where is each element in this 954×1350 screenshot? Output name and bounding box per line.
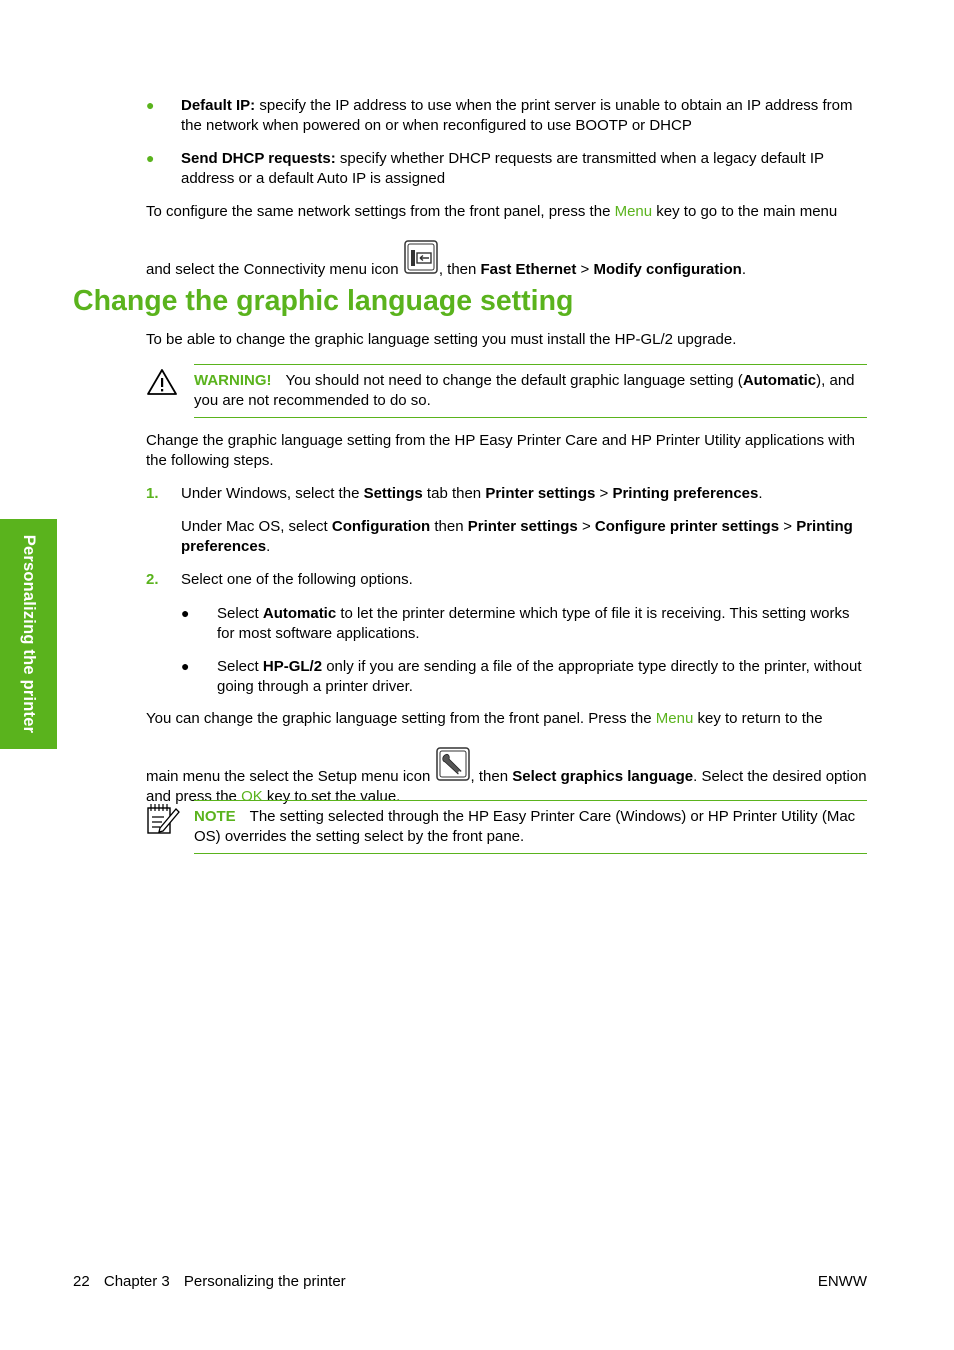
bullet-term: Send DHCP requests: — [181, 150, 336, 167]
text: , then — [470, 768, 513, 785]
text: Under Mac OS, select — [181, 518, 332, 535]
setup-menu-icon — [436, 747, 470, 787]
front-panel-paragraph — [146, 202, 868, 279]
step-1-mac — [146, 517, 868, 556]
bullet-dot-icon: ● — [146, 150, 155, 166]
note-icon — [146, 803, 180, 841]
text: . Select the desired option and press the — [146, 768, 867, 805]
text: key to return to the — [693, 710, 823, 727]
note-text: The setting selected through the HP Easy Printer Care (Windows) or HP Printer Utility (Mac OS) overrides the setting select by the front pane. — [194, 808, 856, 845]
text: > — [576, 261, 594, 278]
bullet-dot-icon: ● — [181, 605, 190, 621]
option-automatic — [181, 604, 868, 643]
term: Configure printer settings — [594, 518, 780, 535]
text: You can change the graphic language setting from the front panel. Press the — [146, 710, 656, 727]
bullet-send-dhcp — [146, 149, 868, 188]
term: Configuration — [331, 518, 431, 535]
text: To configure the same network settings from the front panel, press the — [146, 203, 615, 220]
change-paragraph: Change the graphic language setting from the HP Easy Printer Care and HP Printer Utility applications with the following steps. — [146, 432, 855, 469]
panel-paragraph — [146, 709, 868, 806]
footer-chapter: Chapter 3 — [103, 1273, 170, 1290]
warning-term: Automatic — [742, 372, 817, 389]
note-label: NOTE — [194, 808, 236, 825]
term: Printing preferences — [181, 518, 853, 555]
text: Select — [217, 605, 263, 622]
step-text: Select one of the following options. — [181, 571, 413, 588]
bullet-term: Default IP: — [181, 97, 256, 114]
text: , then — [438, 261, 481, 278]
bullet-dot-icon: ● — [146, 97, 155, 113]
text: Under Windows, select the — [181, 485, 364, 502]
text: . — [741, 261, 746, 278]
footer-chapter-title: Personalizing the printer — [183, 1273, 346, 1290]
term: HP-GL/2 — [262, 658, 323, 675]
step-2 — [146, 570, 868, 590]
bullet-text: specify the IP address to use when the print server is unable to obtain an IP address from the network when powered on or when reconfigured to use BOOTP or DHCP — [181, 97, 853, 134]
term: Automatic — [262, 605, 337, 622]
step-number: 2. — [146, 571, 159, 588]
text: main menu the select the Setup menu icon — [146, 768, 435, 785]
ok-key-label: OK — [241, 787, 263, 805]
text: tab then — [422, 485, 486, 502]
text: to let the printer determine which type of file it is receiving. This setting works for most software applications. — [217, 605, 850, 642]
text: . — [758, 485, 763, 502]
text: and select the Connectivity menu icon — [146, 261, 403, 278]
note-box — [194, 800, 867, 854]
warning-label: WARNING! — [194, 372, 272, 389]
text: then — [430, 518, 468, 535]
text: key to set the value. — [262, 787, 401, 805]
connectivity-menu-icon — [404, 240, 438, 279]
menu-key-label: Menu — [614, 203, 653, 220]
option-hpgl2 — [181, 657, 868, 696]
term: Settings — [363, 485, 423, 502]
step-number: 1. — [146, 485, 159, 502]
text: Select — [217, 658, 263, 675]
bullet-dot-icon: ● — [181, 658, 190, 674]
footer-left — [73, 1272, 356, 1292]
text: > — [577, 518, 595, 535]
section-heading: Change the graphic language setting — [73, 285, 574, 317]
footer-right: ENWW — [817, 1273, 867, 1290]
text: > — [595, 485, 613, 502]
side-chapter-tab — [0, 519, 57, 749]
page-number: 22 — [73, 1273, 90, 1290]
term: Select graphics language — [512, 768, 694, 785]
menu-key-label: Menu — [655, 710, 694, 727]
intro-paragraph: To be able to change the graphic language setting you must install the HP-GL/2 upgrade. — [146, 331, 737, 348]
bullet-default-ip — [146, 96, 868, 135]
text: only if you are sending a file of the appropriate type directly to the printer, without going through a printer driver. — [217, 658, 862, 695]
bullet-text: specify whether DHCP requests are transmitted when a legacy default IP address or a default Auto IP is assigned — [181, 150, 824, 187]
warning-text: You should not need to change the default graphic language setting ( — [285, 372, 743, 389]
text: key to go to the main menu — [652, 203, 838, 220]
side-tab-label: Personalizing the printer — [19, 534, 38, 734]
text: > — [779, 518, 797, 535]
text: . — [266, 537, 271, 555]
menu-path-fast-ethernet: Fast Ethernet — [480, 261, 577, 278]
term: Printer settings — [485, 485, 596, 502]
warning-icon — [146, 368, 178, 402]
menu-path-modify-config: Modify configuration — [593, 261, 742, 278]
term: Printing preferences — [612, 485, 759, 502]
term: Printer settings — [467, 518, 578, 535]
warning-text: ), and you are not recommended to do so. — [194, 372, 855, 409]
warning-box — [194, 364, 867, 418]
step-1 — [146, 484, 868, 504]
